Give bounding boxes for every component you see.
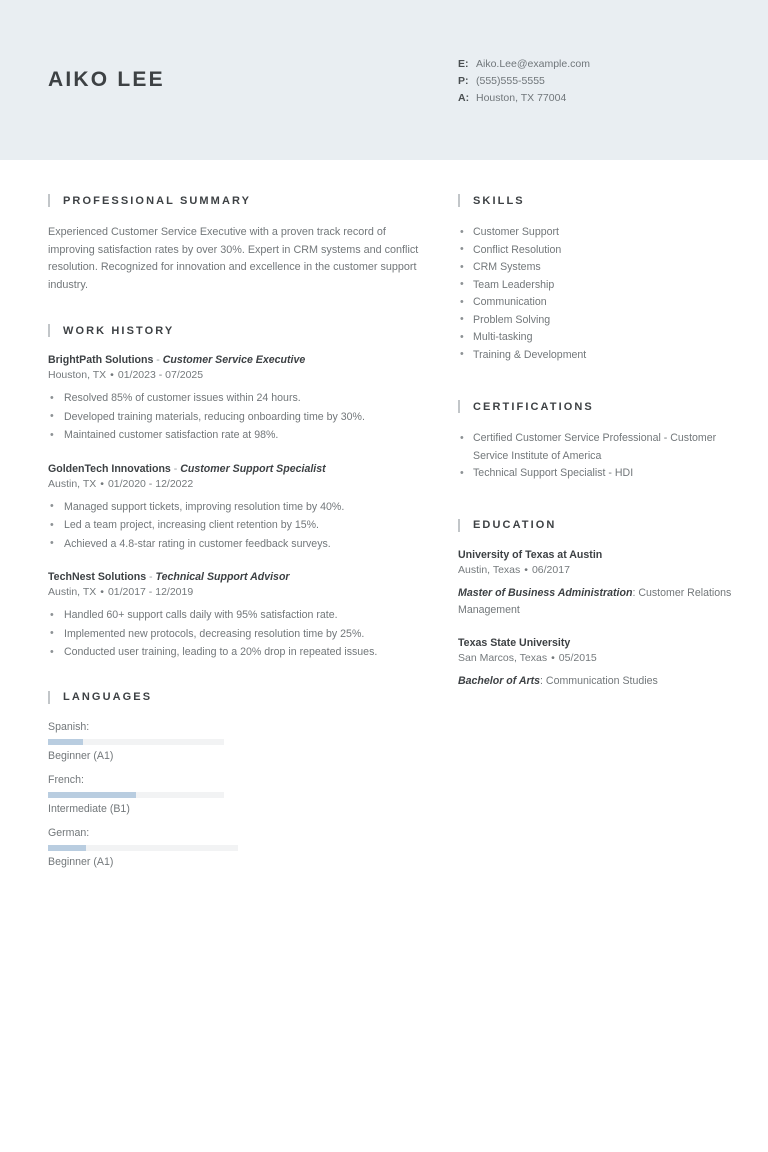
- section-title-languages: LANGUAGES: [63, 691, 153, 703]
- contact-row-phone: [458, 73, 590, 90]
- job-title: Technical Support Advisor: [155, 571, 290, 583]
- job-separator: -: [153, 354, 163, 366]
- job-meta: [48, 478, 428, 490]
- contact-info: [458, 54, 590, 107]
- language-progress-track: [48, 845, 238, 851]
- education-degree: Master of Business Administration: [458, 586, 633, 599]
- job-bullet: • Handled 60+ support calls daily with 95% satisfaction rate.: [48, 607, 428, 624]
- education-school: Texas State University: [458, 636, 571, 649]
- section-title-certifications: CERTIFICATIONS: [473, 400, 594, 413]
- left-column: [48, 194, 428, 910]
- section-title-skills: SKILLS: [473, 194, 525, 207]
- job-meta: [48, 586, 428, 598]
- education-meta: [458, 564, 748, 576]
- education-field: : Communication Studies: [540, 674, 658, 687]
- job-location: Houston, TX: [48, 369, 107, 381]
- job-location: Austin, TX: [48, 477, 97, 490]
- language-level: Beginner (A1): [48, 855, 114, 868]
- section-header: [458, 519, 748, 532]
- language-progress-fill: [48, 792, 136, 798]
- job-dates: 01/2023 - 07/2025: [117, 369, 204, 381]
- education-degree-line: [458, 585, 748, 619]
- resume-body: [0, 160, 768, 910]
- address-value: Houston, TX 77004: [476, 91, 567, 104]
- section-languages: [48, 691, 428, 880]
- accent-bar-icon: [458, 400, 460, 413]
- language-progress-fill: [48, 739, 83, 745]
- professional-summary-text: Experienced Customer Service Executive with a proven track record of improving satisfaction rates by over 30%. Expert in CRM systems and conflict resolution. Recognized for innovation and excellence in the customer support industry.: [48, 226, 419, 291]
- education-entry: [458, 637, 748, 690]
- language-progress-fill: [48, 845, 86, 851]
- section-skills: [458, 194, 748, 364]
- skill-item: • Training & Development: [458, 347, 748, 365]
- job-company: BrightPath Solutions: [48, 354, 154, 366]
- accent-bar-icon: [48, 194, 50, 207]
- education-location: San Marcos, Texas: [458, 651, 548, 664]
- section-work-history: [48, 324, 428, 661]
- work-history-entry: [48, 463, 428, 553]
- certification-item: • Technical Support Specialist - HDI: [458, 465, 748, 483]
- address-icon: A:: [458, 91, 470, 104]
- language-name: Spanish:: [48, 720, 90, 733]
- language-level: Intermediate (B1): [48, 802, 130, 815]
- section-title-education: EDUCATION: [473, 519, 557, 531]
- skill-item: • Multi-tasking: [458, 329, 748, 347]
- job-company: TechNest Solutions: [48, 571, 147, 583]
- education-degree: Bachelor of Arts: [458, 674, 541, 687]
- section-header: [458, 400, 748, 413]
- job-title: Customer Support Specialist: [180, 462, 326, 475]
- job-heading: [48, 571, 428, 583]
- job-heading: [48, 463, 428, 475]
- section-header: [48, 194, 428, 207]
- accent-bar-icon: [48, 324, 50, 337]
- separator-dot-icon: •: [100, 586, 104, 598]
- resume-header: [0, 0, 768, 160]
- language-name: German:: [48, 826, 90, 839]
- section-professional-summary: [48, 194, 428, 294]
- job-bullet-list: [48, 499, 428, 553]
- language-level: Beginner (A1): [48, 749, 114, 762]
- job-meta: [48, 369, 428, 381]
- section-title-work-history: WORK HISTORY: [63, 324, 175, 337]
- job-dates: 01/2017 - 12/2019: [107, 586, 194, 598]
- accent-bar-icon: [458, 519, 460, 532]
- job-separator: -: [146, 571, 156, 583]
- section-certifications: [458, 400, 748, 483]
- job-dates: 01/2020 - 12/2022: [107, 477, 194, 490]
- certification-item: • Certified Customer Service Professional - Customer Service Institute of America: [458, 430, 748, 465]
- job-company: GoldenTech Innovations: [48, 462, 171, 475]
- education-degree-line: [458, 673, 748, 690]
- phone-icon: P:: [458, 74, 469, 87]
- job-title: Customer Service Executive: [162, 354, 306, 366]
- separator-dot-icon: •: [110, 369, 114, 381]
- skill-item: • Communication: [458, 294, 748, 312]
- separator-dot-icon: •: [551, 651, 555, 664]
- skills-list: [458, 224, 748, 364]
- job-bullet: • Developed training materials, reducing onboarding time by 30%.: [48, 409, 428, 426]
- candidate-name: AIKO LEE: [48, 68, 165, 91]
- certifications-list: [458, 430, 748, 483]
- language-progress-track: [48, 739, 224, 745]
- skill-item: • CRM Systems: [458, 259, 748, 277]
- separator-dot-icon: •: [100, 477, 104, 490]
- job-location: Austin, TX: [48, 586, 97, 598]
- accent-bar-icon: [48, 691, 50, 704]
- language-progress-track: [48, 792, 224, 798]
- job-bullet: • Achieved a 4.8-star rating in customer feedback surveys.: [48, 536, 428, 553]
- contact-row-address: [458, 90, 590, 107]
- education-date: 05/2015: [558, 651, 597, 664]
- language-grid: [48, 721, 428, 880]
- work-history-entry: [48, 354, 428, 444]
- skill-item: • Conflict Resolution: [458, 242, 748, 260]
- phone-value[interactable]: (555)555-5555: [476, 74, 545, 87]
- job-separator: -: [170, 462, 181, 475]
- email-value[interactable]: Aiko.Lee@example.com: [476, 57, 590, 70]
- language-item: [48, 721, 246, 762]
- accent-bar-icon: [458, 194, 460, 207]
- education-field: : Customer Relations Management: [458, 586, 732, 616]
- education-date: 06/2017: [531, 563, 570, 576]
- job-bullet: • Implemented new protocols, decreasing resolution time by 25%.: [48, 626, 428, 643]
- right-column: [458, 194, 748, 720]
- job-bullet: • Maintained customer satisfaction rate at 98%.: [48, 427, 428, 444]
- job-bullet: • Resolved 85% of customer issues within 24 hours.: [48, 390, 428, 407]
- section-education: [458, 519, 748, 690]
- job-bullet-list: [48, 607, 428, 661]
- language-item: [48, 827, 246, 868]
- job-bullet-list: [48, 390, 428, 444]
- job-bullet: • Led a team project, increasing client retention by 15%.: [48, 517, 428, 534]
- job-heading: [48, 354, 428, 366]
- language-name: French:: [48, 773, 84, 786]
- education-meta: [458, 652, 748, 664]
- section-header: [48, 691, 428, 704]
- section-header: [48, 324, 428, 337]
- job-bullet: • Conducted user training, leading to a 20% drop in repeated issues.: [48, 644, 428, 661]
- section-title-professional-summary: PROFESSIONAL SUMMARY: [63, 194, 252, 207]
- education-location: Austin, Texas: [458, 563, 521, 576]
- email-icon: E:: [458, 57, 469, 70]
- work-history-entry: [48, 571, 428, 661]
- education-school: University of Texas at Austin: [458, 548, 603, 561]
- education-entry: [458, 549, 748, 619]
- separator-dot-icon: •: [524, 563, 528, 576]
- job-bullet: • Managed support tickets, improving resolution time by 40%.: [48, 499, 428, 516]
- skill-item: • Problem Solving: [458, 312, 748, 330]
- contact-row-email: [458, 56, 590, 73]
- section-header: [458, 194, 748, 207]
- skill-item: • Customer Support: [458, 224, 748, 242]
- skill-item: • Team Leadership: [458, 277, 748, 295]
- language-item: [48, 774, 246, 815]
